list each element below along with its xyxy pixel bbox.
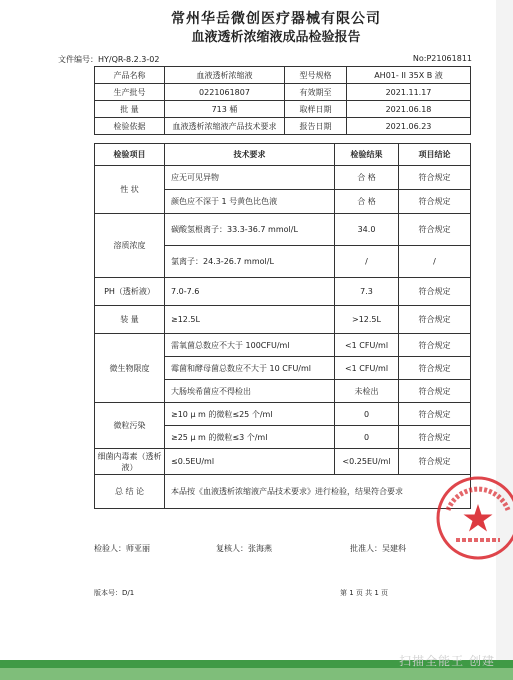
result-cell: 合 格: [335, 190, 399, 214]
header-conclusion: 项目结论: [399, 144, 471, 166]
conclusion-cell: 符合规定: [399, 278, 471, 306]
basis-label: 检验依据: [95, 118, 165, 135]
model-label: 型号规格: [285, 67, 347, 84]
product-info-table: [94, 66, 471, 135]
solute-label: 溶质浓度: [95, 214, 165, 278]
header-item: 检验项目: [95, 144, 165, 166]
table-row: [95, 475, 471, 509]
requirement-cell: ≥25 μ m 的微粒≤3 个/ml: [165, 426, 335, 449]
model-value: AH01- II 35X B 液: [347, 67, 471, 84]
expiry-value: 2021.11.17: [347, 84, 471, 101]
conclusion-cell: /: [399, 246, 471, 278]
summary-text: 本品按《血液透析浓缩液产品技术要求》进行检验，结果符合要求: [165, 475, 471, 509]
basis-value: 血液透析浓缩液产品技术要求: [165, 118, 285, 135]
batch-label: 生产批号: [95, 84, 165, 101]
result-cell: <1 CFU/ml: [335, 334, 399, 357]
requirement-cell: 应无可见异物: [165, 166, 335, 190]
conclusion-cell: 符合规定: [399, 357, 471, 380]
report-page: [56, 0, 496, 660]
result-cell: <1 CFU/ml: [335, 357, 399, 380]
product-name-label: 产品名称: [95, 67, 165, 84]
particles-label: 微粒污染: [95, 403, 165, 449]
inspection-results-table: [94, 143, 471, 509]
header-requirement: 技术要求: [165, 144, 335, 166]
report-date-value: 2021.06.23: [347, 118, 471, 135]
requirement-cell: 氯离子：24.3-26.7 mmol/L: [165, 246, 335, 278]
conclusion-cell: 符合规定: [399, 334, 471, 357]
quantity-label: 批 量: [95, 101, 165, 118]
table-row: [95, 334, 471, 357]
table-row: [95, 278, 471, 306]
conclusion-cell: 符合规定: [399, 190, 471, 214]
batch-value: 0221061807: [165, 84, 285, 101]
result-cell: 0: [335, 403, 399, 426]
conclusion-cell: 符合规定: [399, 426, 471, 449]
requirement-cell: 7.0-7.6: [165, 278, 335, 306]
requirement-cell: 碳酸氢根离子：33.3-36.7 mmol/L: [165, 214, 335, 246]
appearance-label: 性 状: [95, 166, 165, 214]
approver-signature: 批准人：吴建科: [350, 544, 406, 553]
sample-date-label: 取样日期: [285, 101, 347, 118]
scanner-watermark: 扫描全能王 创建: [399, 654, 495, 668]
result-cell: 未检出: [335, 380, 399, 403]
table-row: [95, 84, 471, 101]
conclusion-cell: 符合规定: [399, 306, 471, 334]
conclusion-cell: 符合规定: [399, 403, 471, 426]
result-cell: 34.0: [335, 214, 399, 246]
conclusion-cell: 符合规定: [399, 380, 471, 403]
expiry-label: 有效期至: [285, 84, 347, 101]
requirement-cell: 需氧菌总数应不大于 100CFU/ml: [165, 334, 335, 357]
table-row: [95, 449, 471, 475]
report-title: 血液透析浓缩液成品检验报告: [191, 30, 361, 45]
company-name: 常州华岳微创医疗器械有限公司: [171, 11, 381, 27]
company-seal-stamp: [434, 474, 513, 562]
page-number: 第 1 页 共 1 页: [340, 589, 389, 597]
table-row: [95, 101, 471, 118]
result-cell: 合 格: [335, 166, 399, 190]
ph-label: PH（透析液）: [95, 278, 165, 306]
report-date-label: 报告日期: [285, 118, 347, 135]
table-row: [95, 67, 471, 84]
serial-number: No:P21061811: [412, 54, 472, 63]
reviewer-signature: 复核人：张海燕: [216, 544, 272, 553]
conclusion-cell: 符合规定: [399, 166, 471, 190]
result-cell: <0.25EU/ml: [335, 449, 399, 475]
requirement-cell: 颜色应不深于 1 号黄色比色液: [165, 190, 335, 214]
endotoxin-label: 细菌内毒素（透析液）: [95, 449, 165, 475]
version-number: 版本号：D/1: [94, 589, 135, 597]
summary-label: 总 结 论: [95, 475, 165, 509]
table-row: [95, 403, 471, 426]
table-row: [95, 306, 471, 334]
requirement-cell: ≤0.5EU/ml: [165, 449, 335, 475]
header-result: 检验结果: [335, 144, 399, 166]
requirement-cell: 霉菌和酵母菌总数应不大于 10 CFU/ml: [165, 357, 335, 380]
requirement-cell: ≥10 μ m 的微粒≤25 个/ml: [165, 403, 335, 426]
conclusion-cell: 符合规定: [399, 214, 471, 246]
micro-label: 微生物限度: [95, 334, 165, 403]
inspector-signature: 检验人：师亚丽: [94, 544, 150, 553]
table-header-row: [95, 144, 471, 166]
volume-label: 装 量: [95, 306, 165, 334]
requirement-cell: 大肠埃希菌应不得检出: [165, 380, 335, 403]
result-cell: 0: [335, 426, 399, 449]
conclusion-cell: 符合规定: [399, 449, 471, 475]
table-row: [95, 214, 471, 246]
sample-date-value: 2021.06.18: [347, 101, 471, 118]
result-cell: 7.3: [335, 278, 399, 306]
table-row: [95, 166, 471, 190]
requirement-cell: ≥12.5L: [165, 306, 335, 334]
result-cell: /: [335, 246, 399, 278]
document-number: 文件编号：HY/QR-8.2.3-02: [58, 55, 160, 64]
table-row: [95, 118, 471, 135]
quantity-value: 713 桶: [165, 101, 285, 118]
result-cell: >12.5L: [335, 306, 399, 334]
product-name-value: 血液透析浓缩液: [165, 67, 285, 84]
